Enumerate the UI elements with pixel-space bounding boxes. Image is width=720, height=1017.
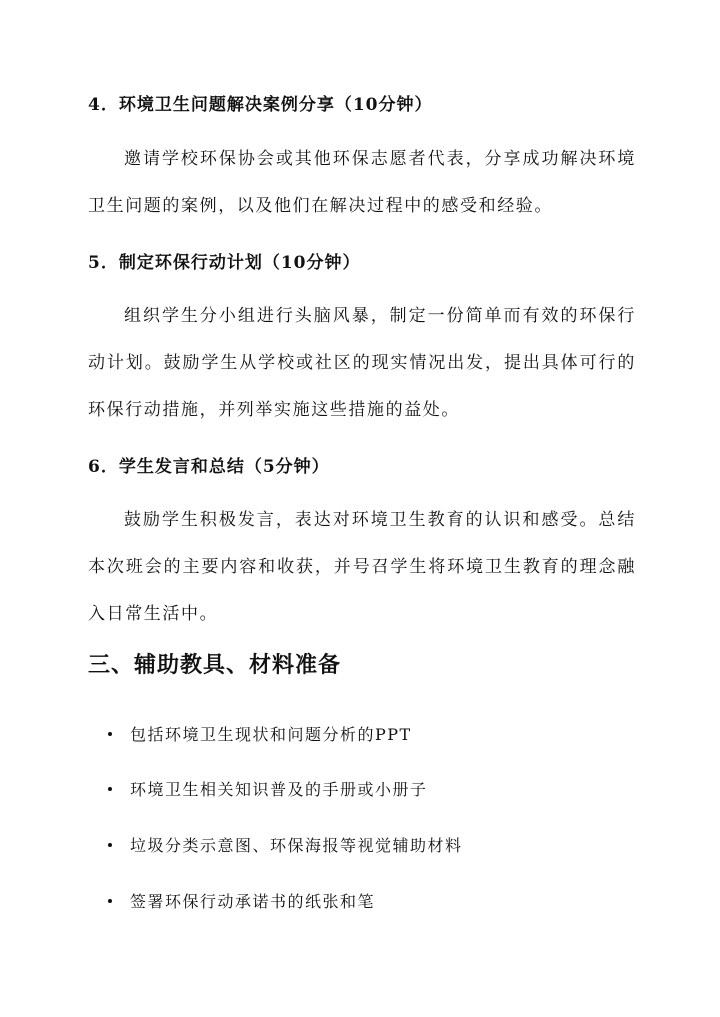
section-6-paragraph: 鼓励学生积极发言，表达对环境卫生教育的认识和感受。总结本次班会的主要内容和收获，并号召学生将环境卫生教育的理念融入日常生活中。 [88, 510, 636, 624]
list-item-text: 环境卫生相关知识普及的手册或小册子 [130, 780, 428, 799]
section-6-heading: 6．学生发言和总结（5分钟） [88, 457, 330, 477]
section-3-title: 三、辅助教具、材料准备 [88, 652, 342, 678]
list-item-text: 签署环保行动承诺书的纸张和笔 [130, 892, 376, 911]
list-item [108, 889, 375, 912]
section-4-paragraph: 邀请学校环保协会或其他环保志愿者代表，分享成功解决环境卫生问题的案例，以及他们在解决过程中的感受和经验。 [88, 149, 636, 216]
bullet-icon [108, 899, 112, 903]
bullet-icon [108, 843, 112, 847]
section-5-paragraph: 组织学生分小组进行头脑风暴，制定一份简单而有效的环保行动计划。鼓励学生从学校或社区的现实情况出发，提出具体可行的环保行动措施，并列举实施这些措施的益处。 [88, 306, 636, 420]
list-item [108, 777, 428, 800]
bullet-icon [108, 787, 112, 791]
list-item [108, 722, 412, 745]
list-item-text: 包括环境卫生现状和问题分析的PPT [130, 725, 412, 744]
list-item [108, 833, 463, 856]
bullet-icon [108, 732, 112, 736]
list-item-text: 垃圾分类示意图、环保海报等视觉辅助材料 [130, 836, 463, 855]
section-5-heading: 5．制定环保行动计划（10分钟） [88, 253, 361, 273]
section-4-heading: 4．环境卫生问题解决案例分享（10分钟） [88, 95, 433, 115]
